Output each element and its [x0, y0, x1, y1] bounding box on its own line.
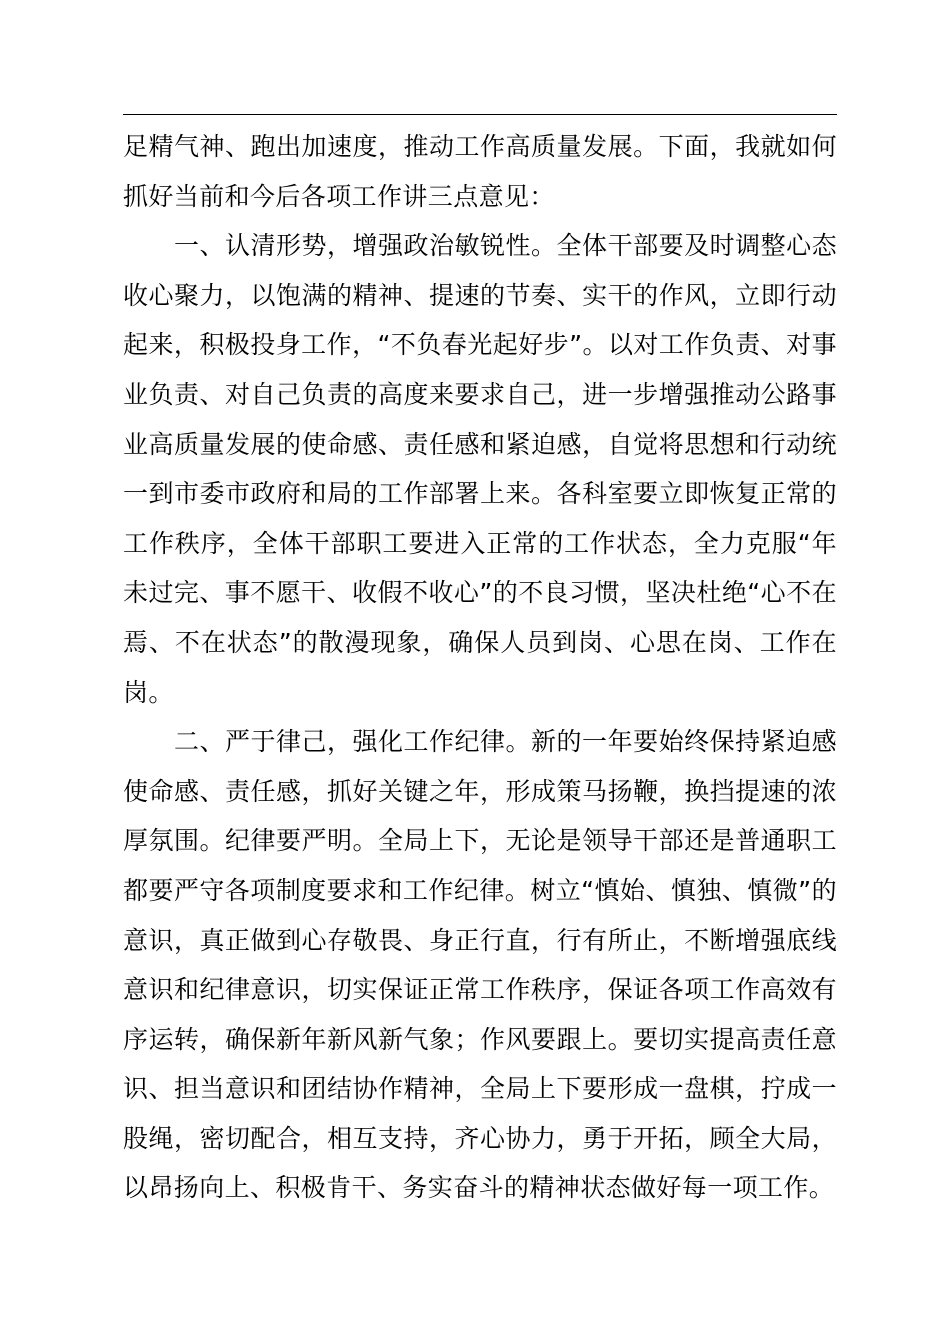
paragraph-intro: 足精气神、跑出加速度，推动工作高质量发展。下面，我就如何抓好当前和今后各项工作讲三点意见：	[123, 132, 837, 211]
paragraph-section-two: 二、严于律己，强化工作纪律。新的一年要始终保持紧迫感使命感、责任感，抓好关键之年，形成策马扬鞭，换挡提速的浓厚氛围。纪律要严明。全局上下，无论是领导干部还是普通职工都要严守各项制度要求和工作纪律。树立“慎始、慎独、慎微”的意识，真正做到心存敬畏、身正行直，行有所止，不断增强底线意识和纪律意识，切实保证正常工作秩序，保证各项工作高效有序运转，确保新年新风新气象；作风要跟上。要切实提高责任意识、担当意识和团结协作精神，全局上下要形成一盘棋，拧成一股绳，密切配合，相互支持，齐心协力，勇于开拓，顾全大局，以昂扬向上、积极肯干、务实奋斗的精神状态做好每一项工作。	[123, 727, 837, 1203]
document-body	[123, 122, 837, 1213]
paragraph-section-one: 一、认清形势，增强政治敏锐性。全体干部要及时调整心态收心聚力，以饱满的精神、提速的节奏、实干的作风，立即行动起来，积极投身工作，“不负春光起好步”。以对工作负责、对事业负责、对自己负责的高度来要求自己，进一步增强推动公路事业高质量发展的使命感、责任感和紧迫感，自觉将思想和行动统一到市委市政府和局的工作部署上来。各科室要立即恢复正常的工作秩序，全体干部职工要进入正常的工作状态，全力克服“年未过完、事不愿干、收假不收心”的不良习惯，坚决杜绝“心不在焉、不在状态”的散漫现象，确保人员到岗、心思在岗、工作在岗。	[123, 231, 837, 707]
header-rule	[123, 114, 837, 115]
